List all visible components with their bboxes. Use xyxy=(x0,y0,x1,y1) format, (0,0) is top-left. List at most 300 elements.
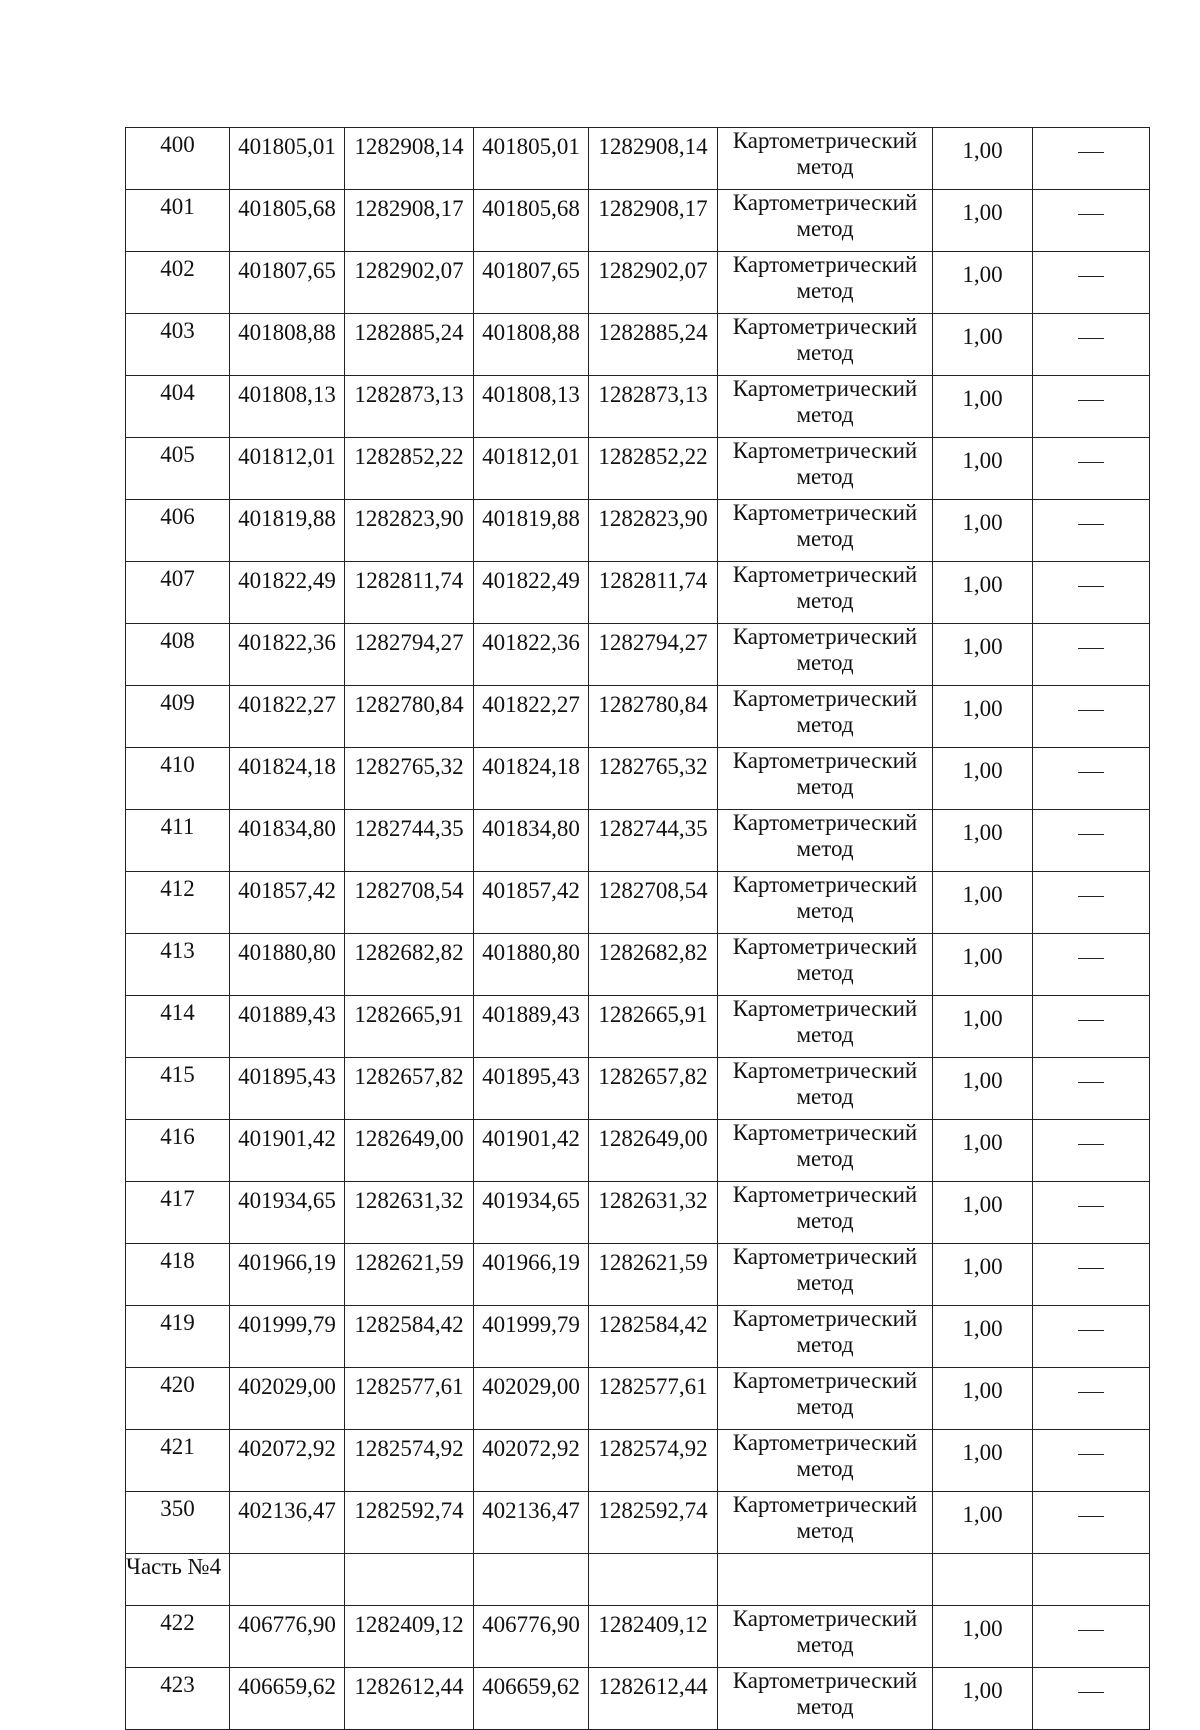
dash-icon xyxy=(1078,1330,1104,1331)
point-number: 405 xyxy=(126,438,230,500)
coord-x-new: 401822,49 xyxy=(474,562,589,624)
table-row xyxy=(126,1306,1150,1368)
method-line-1: Картометрический xyxy=(732,1058,918,1083)
method-line-2: метод xyxy=(796,402,854,427)
coord-x-new: 401934,65 xyxy=(474,1182,589,1244)
method-cell xyxy=(718,1606,933,1668)
coord-x-new: 401824,18 xyxy=(474,748,589,810)
table-row xyxy=(126,996,1150,1058)
coord-x-new: 406659,62 xyxy=(474,1668,589,1730)
empty-cell xyxy=(230,1554,345,1606)
method-cell xyxy=(718,686,933,748)
dash-icon xyxy=(1078,276,1104,277)
coord-x-existing: 406659,62 xyxy=(230,1668,345,1730)
point-number: 403 xyxy=(126,314,230,376)
coord-x-existing: 401824,18 xyxy=(230,748,345,810)
coord-y-new: 1282780,84 xyxy=(589,686,718,748)
accuracy-value: 1,00 xyxy=(933,686,1033,748)
point-number: 400 xyxy=(126,128,230,190)
table-row xyxy=(126,934,1150,996)
point-number: 415 xyxy=(126,1058,230,1120)
coord-y-new: 1282409,12 xyxy=(589,1606,718,1668)
coord-x-existing: 401822,49 xyxy=(230,562,345,624)
method-line-2: метод xyxy=(796,1270,854,1295)
coord-x-new: 401901,42 xyxy=(474,1120,589,1182)
description-cell xyxy=(1033,1058,1150,1120)
method-line-1: Картометрический xyxy=(732,996,918,1021)
method-cell xyxy=(718,1368,933,1430)
coord-y-new: 1282794,27 xyxy=(589,624,718,686)
dash-icon xyxy=(1078,338,1104,339)
description-cell xyxy=(1033,686,1150,748)
method-line-2: метод xyxy=(796,1632,854,1657)
method-line-2: метод xyxy=(796,960,854,985)
coord-y-existing: 1282765,32 xyxy=(345,748,474,810)
coord-x-new: 402136,47 xyxy=(474,1492,589,1554)
table-row xyxy=(126,624,1150,686)
coord-y-new: 1282612,44 xyxy=(589,1668,718,1730)
method-line-1: Картометрический xyxy=(732,1120,918,1145)
method-line-1: Картометрический xyxy=(732,1430,918,1455)
coord-x-new: 401807,65 xyxy=(474,252,589,314)
coord-x-new: 401812,01 xyxy=(474,438,589,500)
table-row xyxy=(126,686,1150,748)
empty-cell xyxy=(589,1554,718,1606)
coord-y-existing: 1282902,07 xyxy=(345,252,474,314)
method-line-2: метод xyxy=(796,1022,854,1047)
point-number: 410 xyxy=(126,748,230,810)
coord-y-new: 1282873,13 xyxy=(589,376,718,438)
description-cell xyxy=(1033,934,1150,996)
empty-cell xyxy=(345,1554,474,1606)
point-number: 418 xyxy=(126,1244,230,1306)
method-cell xyxy=(718,1430,933,1492)
method-line-2: метод xyxy=(796,216,854,241)
method-line-2: метод xyxy=(796,774,854,799)
method-cell xyxy=(718,314,933,376)
method-line-2: метод xyxy=(796,1394,854,1419)
description-cell xyxy=(1033,128,1150,190)
coord-y-existing: 1282708,54 xyxy=(345,872,474,934)
description-cell xyxy=(1033,500,1150,562)
method-line-1: Картометрический xyxy=(732,128,918,153)
accuracy-value: 1,00 xyxy=(933,252,1033,314)
method-line-1: Картометрический xyxy=(732,872,918,897)
point-number: 423 xyxy=(126,1668,230,1730)
method-line-1: Картометрический xyxy=(732,376,918,401)
method-line-1: Картометрический xyxy=(732,1306,918,1331)
coord-y-existing: 1282577,61 xyxy=(345,1368,474,1430)
dash-icon xyxy=(1078,152,1104,153)
method-line-2: метод xyxy=(796,1518,854,1543)
coord-y-new: 1282577,61 xyxy=(589,1368,718,1430)
table-row xyxy=(126,314,1150,376)
description-cell xyxy=(1033,562,1150,624)
method-cell xyxy=(718,1492,933,1554)
coord-y-new: 1282811,74 xyxy=(589,562,718,624)
coord-y-new: 1282765,32 xyxy=(589,748,718,810)
coord-y-existing: 1282584,42 xyxy=(345,1306,474,1368)
coord-y-existing: 1282621,59 xyxy=(345,1244,474,1306)
coord-x-new: 401889,43 xyxy=(474,996,589,1058)
accuracy-value: 1,00 xyxy=(933,1244,1033,1306)
dash-icon xyxy=(1078,1454,1104,1455)
description-cell xyxy=(1033,1368,1150,1430)
coord-x-new: 401999,79 xyxy=(474,1306,589,1368)
coordinates-table xyxy=(125,127,1150,1730)
method-cell xyxy=(718,438,933,500)
point-number: 406 xyxy=(126,500,230,562)
method-line-1: Картометрический xyxy=(732,1182,918,1207)
point-number: 404 xyxy=(126,376,230,438)
coord-x-existing: 401889,43 xyxy=(230,996,345,1058)
accuracy-value: 1,00 xyxy=(933,1120,1033,1182)
part-label: Часть №4 xyxy=(126,1554,230,1606)
point-number: 413 xyxy=(126,934,230,996)
coord-y-existing: 1282873,13 xyxy=(345,376,474,438)
dash-icon xyxy=(1078,1392,1104,1393)
coord-x-existing: 401805,01 xyxy=(230,128,345,190)
method-line-1: Картометрический xyxy=(732,686,918,711)
table-row xyxy=(126,252,1150,314)
method-line-1: Картометрический xyxy=(732,748,918,773)
description-cell xyxy=(1033,624,1150,686)
coord-y-existing: 1282794,27 xyxy=(345,624,474,686)
dash-icon xyxy=(1078,772,1104,773)
point-number: 419 xyxy=(126,1306,230,1368)
method-line-2: метод xyxy=(796,1146,854,1171)
coord-y-new: 1282708,54 xyxy=(589,872,718,934)
empty-cell xyxy=(933,1554,1033,1606)
coord-y-existing: 1282612,44 xyxy=(345,1668,474,1730)
part-header-row xyxy=(126,1554,1150,1606)
coord-y-new: 1282574,92 xyxy=(589,1430,718,1492)
accuracy-value: 1,00 xyxy=(933,562,1033,624)
method-line-1: Картометрический xyxy=(732,252,918,277)
method-cell xyxy=(718,934,933,996)
dash-icon xyxy=(1078,1206,1104,1207)
coord-y-new: 1282665,91 xyxy=(589,996,718,1058)
coord-y-new: 1282908,17 xyxy=(589,190,718,252)
coord-x-new: 401880,80 xyxy=(474,934,589,996)
coord-y-new: 1282592,74 xyxy=(589,1492,718,1554)
dash-icon xyxy=(1078,896,1104,897)
coord-y-new: 1282908,14 xyxy=(589,128,718,190)
method-line-2: метод xyxy=(796,1694,854,1719)
empty-cell xyxy=(1033,1554,1150,1606)
coord-x-new: 401808,13 xyxy=(474,376,589,438)
point-number: 414 xyxy=(126,996,230,1058)
coord-x-new: 401805,68 xyxy=(474,190,589,252)
coord-x-new: 401819,88 xyxy=(474,500,589,562)
accuracy-value: 1,00 xyxy=(933,1668,1033,1730)
point-number: 409 xyxy=(126,686,230,748)
method-cell xyxy=(718,1306,933,1368)
dash-icon xyxy=(1078,400,1104,401)
description-cell xyxy=(1033,872,1150,934)
coord-x-existing: 401805,68 xyxy=(230,190,345,252)
coord-y-new: 1282682,82 xyxy=(589,934,718,996)
description-cell xyxy=(1033,1606,1150,1668)
point-number: 417 xyxy=(126,1182,230,1244)
coord-y-new: 1282902,07 xyxy=(589,252,718,314)
coord-y-new: 1282631,32 xyxy=(589,1182,718,1244)
coord-x-existing: 401901,42 xyxy=(230,1120,345,1182)
method-cell xyxy=(718,624,933,686)
table-row xyxy=(126,1430,1150,1492)
description-cell xyxy=(1033,1120,1150,1182)
dash-icon xyxy=(1078,586,1104,587)
coord-x-existing: 401822,36 xyxy=(230,624,345,686)
description-cell xyxy=(1033,810,1150,872)
method-line-2: метод xyxy=(796,1208,854,1233)
coord-x-new: 401822,27 xyxy=(474,686,589,748)
coord-y-existing: 1282811,74 xyxy=(345,562,474,624)
point-number: 401 xyxy=(126,190,230,252)
point-number: 407 xyxy=(126,562,230,624)
description-cell xyxy=(1033,1430,1150,1492)
coord-y-new: 1282649,00 xyxy=(589,1120,718,1182)
coord-x-existing: 401880,80 xyxy=(230,934,345,996)
dash-icon xyxy=(1078,1144,1104,1145)
coord-x-existing: 401808,88 xyxy=(230,314,345,376)
point-number: 421 xyxy=(126,1430,230,1492)
coord-y-existing: 1282649,00 xyxy=(345,1120,474,1182)
table-row xyxy=(126,872,1150,934)
method-cell xyxy=(718,872,933,934)
method-cell xyxy=(718,1668,933,1730)
table-row xyxy=(126,1244,1150,1306)
table-row xyxy=(126,810,1150,872)
coord-x-new: 401808,88 xyxy=(474,314,589,376)
coord-y-new: 1282823,90 xyxy=(589,500,718,562)
method-line-2: метод xyxy=(796,650,854,675)
method-line-1: Картометрический xyxy=(732,1368,918,1393)
method-line-2: метод xyxy=(796,712,854,737)
method-line-1: Картометрический xyxy=(732,562,918,587)
method-line-1: Картометрический xyxy=(732,438,918,463)
method-line-2: метод xyxy=(796,1332,854,1357)
coord-y-new: 1282852,22 xyxy=(589,438,718,500)
method-cell xyxy=(718,128,933,190)
coord-x-existing: 401812,01 xyxy=(230,438,345,500)
accuracy-value: 1,00 xyxy=(933,1182,1033,1244)
method-cell xyxy=(718,376,933,438)
method-line-2: метод xyxy=(796,278,854,303)
coord-y-existing: 1282665,91 xyxy=(345,996,474,1058)
coord-x-existing: 402136,47 xyxy=(230,1492,345,1554)
accuracy-value: 1,00 xyxy=(933,810,1033,872)
dash-icon xyxy=(1078,214,1104,215)
coord-y-existing: 1282574,92 xyxy=(345,1430,474,1492)
coord-x-existing: 401934,65 xyxy=(230,1182,345,1244)
dash-icon xyxy=(1078,834,1104,835)
coord-x-new: 406776,90 xyxy=(474,1606,589,1668)
method-line-2: метод xyxy=(796,154,854,179)
coord-y-existing: 1282823,90 xyxy=(345,500,474,562)
dash-icon xyxy=(1078,958,1104,959)
description-cell xyxy=(1033,1668,1150,1730)
dash-icon xyxy=(1078,462,1104,463)
point-number: 350 xyxy=(126,1492,230,1554)
coord-x-existing: 402072,92 xyxy=(230,1430,345,1492)
method-line-2: метод xyxy=(796,1456,854,1481)
table-row xyxy=(126,562,1150,624)
method-cell xyxy=(718,252,933,314)
coord-y-new: 1282621,59 xyxy=(589,1244,718,1306)
accuracy-value: 1,00 xyxy=(933,1368,1033,1430)
table-row xyxy=(126,1492,1150,1554)
method-line-2: метод xyxy=(796,526,854,551)
dash-icon xyxy=(1078,1020,1104,1021)
table-row xyxy=(126,1058,1150,1120)
coord-x-new: 402029,00 xyxy=(474,1368,589,1430)
table-row xyxy=(126,438,1150,500)
method-line-2: метод xyxy=(796,588,854,613)
description-cell xyxy=(1033,1492,1150,1554)
dash-icon xyxy=(1078,524,1104,525)
method-line-1: Картометрический xyxy=(732,1492,918,1517)
accuracy-value: 1,00 xyxy=(933,1430,1033,1492)
table-row xyxy=(126,1120,1150,1182)
coord-x-existing: 402029,00 xyxy=(230,1368,345,1430)
coord-y-existing: 1282682,82 xyxy=(345,934,474,996)
description-cell xyxy=(1033,996,1150,1058)
coord-x-new: 401805,01 xyxy=(474,128,589,190)
point-number: 408 xyxy=(126,624,230,686)
method-cell xyxy=(718,1244,933,1306)
table-row xyxy=(126,1668,1150,1730)
coord-x-existing: 401895,43 xyxy=(230,1058,345,1120)
coord-x-new: 401834,80 xyxy=(474,810,589,872)
coord-x-existing: 401808,13 xyxy=(230,376,345,438)
coord-y-new: 1282657,82 xyxy=(589,1058,718,1120)
point-number: 412 xyxy=(126,872,230,934)
coord-y-new: 1282744,35 xyxy=(589,810,718,872)
method-cell xyxy=(718,1120,933,1182)
accuracy-value: 1,00 xyxy=(933,190,1033,252)
method-line-2: метод xyxy=(796,898,854,923)
coord-x-existing: 401966,19 xyxy=(230,1244,345,1306)
coord-y-existing: 1282908,14 xyxy=(345,128,474,190)
point-number: 416 xyxy=(126,1120,230,1182)
method-line-2: метод xyxy=(796,340,854,365)
coord-y-new: 1282885,24 xyxy=(589,314,718,376)
coord-x-existing: 401819,88 xyxy=(230,500,345,562)
dash-icon xyxy=(1078,648,1104,649)
method-line-1: Картометрический xyxy=(732,1668,918,1693)
method-line-1: Картометрический xyxy=(732,810,918,835)
method-line-1: Картометрический xyxy=(732,1244,918,1269)
method-cell xyxy=(718,500,933,562)
method-cell xyxy=(718,1182,933,1244)
accuracy-value: 1,00 xyxy=(933,500,1033,562)
accuracy-value: 1,00 xyxy=(933,1492,1033,1554)
table-row xyxy=(126,376,1150,438)
coord-y-existing: 1282631,32 xyxy=(345,1182,474,1244)
coord-y-existing: 1282885,24 xyxy=(345,314,474,376)
description-cell xyxy=(1033,1244,1150,1306)
description-cell xyxy=(1033,314,1150,376)
coord-x-existing: 401822,27 xyxy=(230,686,345,748)
accuracy-value: 1,00 xyxy=(933,1606,1033,1668)
coord-x-existing: 401857,42 xyxy=(230,872,345,934)
table-row xyxy=(126,190,1150,252)
accuracy-value: 1,00 xyxy=(933,1306,1033,1368)
method-cell xyxy=(718,1058,933,1120)
description-cell xyxy=(1033,1306,1150,1368)
method-cell xyxy=(718,996,933,1058)
method-line-2: метод xyxy=(796,836,854,861)
coord-x-existing: 401807,65 xyxy=(230,252,345,314)
accuracy-value: 1,00 xyxy=(933,748,1033,810)
empty-cell xyxy=(474,1554,589,1606)
coord-y-new: 1282584,42 xyxy=(589,1306,718,1368)
coord-y-existing: 1282657,82 xyxy=(345,1058,474,1120)
dash-icon xyxy=(1078,710,1104,711)
accuracy-value: 1,00 xyxy=(933,996,1033,1058)
description-cell xyxy=(1033,1182,1150,1244)
coordinates-table-body xyxy=(126,128,1150,1730)
method-line-2: метод xyxy=(796,464,854,489)
method-line-1: Картометрический xyxy=(732,624,918,649)
coord-x-new: 401857,42 xyxy=(474,872,589,934)
method-line-1: Картометрический xyxy=(732,500,918,525)
coord-x-existing: 406776,90 xyxy=(230,1606,345,1668)
accuracy-value: 1,00 xyxy=(933,314,1033,376)
coord-y-existing: 1282780,84 xyxy=(345,686,474,748)
method-line-1: Картометрический xyxy=(732,190,918,215)
accuracy-value: 1,00 xyxy=(933,872,1033,934)
method-cell xyxy=(718,748,933,810)
table-row xyxy=(126,1606,1150,1668)
coord-x-new: 401966,19 xyxy=(474,1244,589,1306)
method-line-1: Картометрический xyxy=(732,314,918,339)
accuracy-value: 1,00 xyxy=(933,376,1033,438)
method-line-1: Картометрический xyxy=(732,934,918,959)
coord-x-existing: 401834,80 xyxy=(230,810,345,872)
method-cell xyxy=(718,190,933,252)
dash-icon xyxy=(1078,1082,1104,1083)
point-number: 411 xyxy=(126,810,230,872)
description-cell xyxy=(1033,438,1150,500)
coord-x-new: 401895,43 xyxy=(474,1058,589,1120)
accuracy-value: 1,00 xyxy=(933,934,1033,996)
coord-y-existing: 1282744,35 xyxy=(345,810,474,872)
accuracy-value: 1,00 xyxy=(933,128,1033,190)
dash-icon xyxy=(1078,1630,1104,1631)
dash-icon xyxy=(1078,1268,1104,1269)
method-cell xyxy=(718,810,933,872)
accuracy-value: 1,00 xyxy=(933,624,1033,686)
coord-x-new: 401822,36 xyxy=(474,624,589,686)
coord-y-existing: 1282908,17 xyxy=(345,190,474,252)
description-cell xyxy=(1033,748,1150,810)
coord-x-existing: 401999,79 xyxy=(230,1306,345,1368)
accuracy-value: 1,00 xyxy=(933,438,1033,500)
point-number: 402 xyxy=(126,252,230,314)
method-line-2: метод xyxy=(796,1084,854,1109)
point-number: 420 xyxy=(126,1368,230,1430)
description-cell xyxy=(1033,190,1150,252)
description-cell xyxy=(1033,376,1150,438)
point-number: 422 xyxy=(126,1606,230,1668)
dash-icon xyxy=(1078,1516,1104,1517)
table-row xyxy=(126,500,1150,562)
table-row xyxy=(126,1368,1150,1430)
coord-y-existing: 1282852,22 xyxy=(345,438,474,500)
table-row xyxy=(126,1182,1150,1244)
